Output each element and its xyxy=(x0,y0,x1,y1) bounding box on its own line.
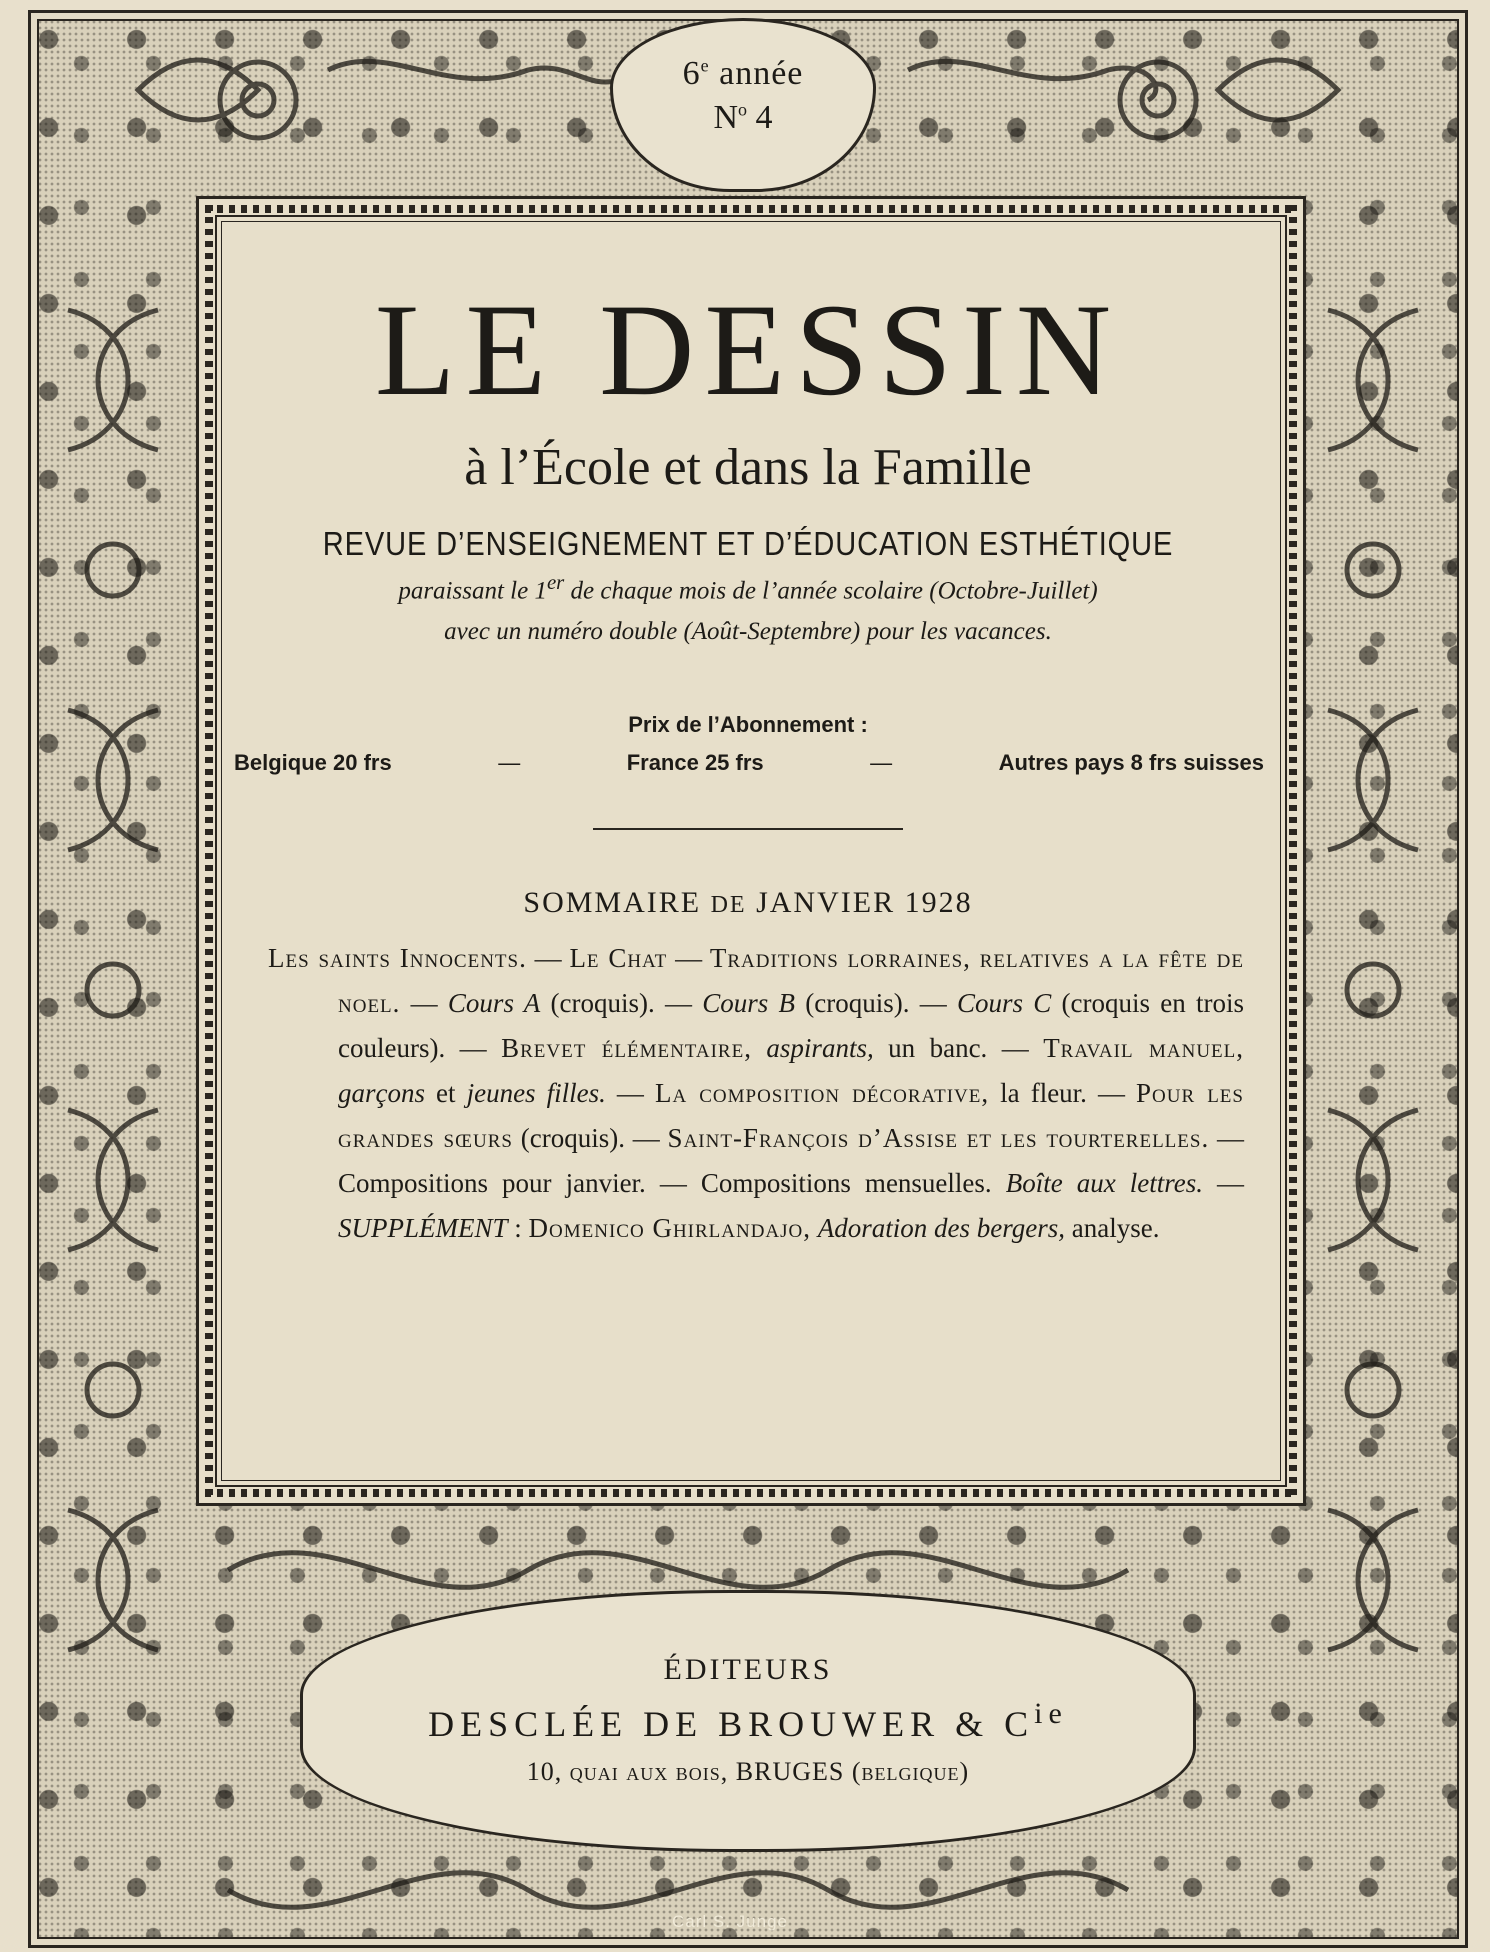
issue-number: $N^o$ 4 xyxy=(713,99,773,136)
price-autres: Autres pays 8 frs suisses xyxy=(998,749,1264,775)
summary-run: SUPPLÉMENT xyxy=(338,1212,508,1243)
price-belgique: Belgique 20 frs xyxy=(234,749,392,775)
summary-run: un banc. — xyxy=(873,1032,1044,1063)
summary-run: Brevet élémentaire, xyxy=(501,1032,752,1063)
issue-year: 6e année xyxy=(682,55,804,92)
summary-run: (croquis). — xyxy=(512,1122,668,1153)
summary-run: la fleur. — xyxy=(989,1077,1137,1108)
summary-run: aspirants, xyxy=(766,1032,874,1063)
cover-content xyxy=(220,220,1276,1251)
summary-run: Adoration des bergers, xyxy=(817,1212,1066,1243)
divider-rule xyxy=(593,828,903,830)
frequency-line-1: paraissant le 1er de chaque mois de l’année scolaire (Octobre-Juillet) xyxy=(398,570,1098,605)
price-separator: — xyxy=(870,749,893,775)
summary-run: Travail manuel, xyxy=(1043,1032,1245,1063)
summary-run: (croquis). — xyxy=(540,987,703,1018)
price-france: France 25 frs xyxy=(626,749,764,775)
price-separator: — xyxy=(498,749,521,775)
engraver-signature: Carl S. Junge xyxy=(672,1912,788,1931)
subscription-title: Prix de l’Abonnement : xyxy=(628,711,868,737)
summary-run: — xyxy=(667,942,710,973)
summary-run: : xyxy=(507,1212,529,1243)
summary-run: analyse. xyxy=(1065,1212,1160,1243)
summary-run: — xyxy=(526,942,570,973)
publisher-label: ÉDITEURS xyxy=(663,1653,833,1686)
revue-line: REVUE D’ENSEIGNEMENT ET D’ÉDUCATION ESTHÉTIQUE xyxy=(322,525,1174,562)
summary-run: Boîte aux lettres. xyxy=(1005,1167,1203,1198)
summary-run: Le Chat xyxy=(569,942,668,973)
frequency-line-2: avec un numéro double (Août-Septembre) pour les vacances. xyxy=(444,617,1052,645)
summary-run: — xyxy=(400,987,448,1018)
summary-run: Domenico Ghirlandajo, xyxy=(528,1212,812,1243)
summary-run: — Compositions pour janvier. — Compositions mensuelles. xyxy=(338,1122,1245,1198)
magazine-subtitle: à l’École et dans la Famille xyxy=(464,439,1032,496)
publisher-address: 10, quai aux bois, BRUGES (belgique) xyxy=(526,1757,970,1786)
summary-run: et xyxy=(425,1077,467,1108)
summary-run: Pour les grandes sœurs xyxy=(338,1077,1244,1153)
summary-run: jeunes filles. xyxy=(466,1077,606,1108)
subscription-prices xyxy=(220,750,1276,776)
summary-run: — xyxy=(605,1077,655,1108)
summary-run: Cours A xyxy=(447,987,541,1018)
summary-run: Saint-François d’Assise et les tourterelles. xyxy=(667,1122,1210,1153)
summary-run: La composition décorative, xyxy=(654,1077,990,1108)
summary-run: (croquis en trois couleurs). — xyxy=(338,987,1244,1063)
summary-run: Traditions lorraines, relatives a la fête de noel. xyxy=(338,942,1244,1018)
summary-run: (croquis). — xyxy=(794,987,957,1018)
summary-text xyxy=(268,936,1244,1251)
summary-run xyxy=(811,1213,818,1243)
summary-run: Cours B xyxy=(702,987,795,1018)
publisher-name: DESCLÉE DE BROUWER & $C^{ie}$ xyxy=(428,1697,1068,1744)
publisher-cartouche xyxy=(300,1590,1196,1852)
summary-run: Cours C xyxy=(956,987,1052,1018)
summary-run: garçons xyxy=(338,1077,425,1108)
summary-run: — xyxy=(1202,1167,1245,1198)
magazine-title: LE DESSIN xyxy=(374,276,1122,423)
summary-run: Les saints Innocents. xyxy=(268,942,527,973)
sommaire-heading: SOMMAIRE DE JANVIER 1928 xyxy=(523,885,973,919)
summary-run xyxy=(752,1033,766,1063)
